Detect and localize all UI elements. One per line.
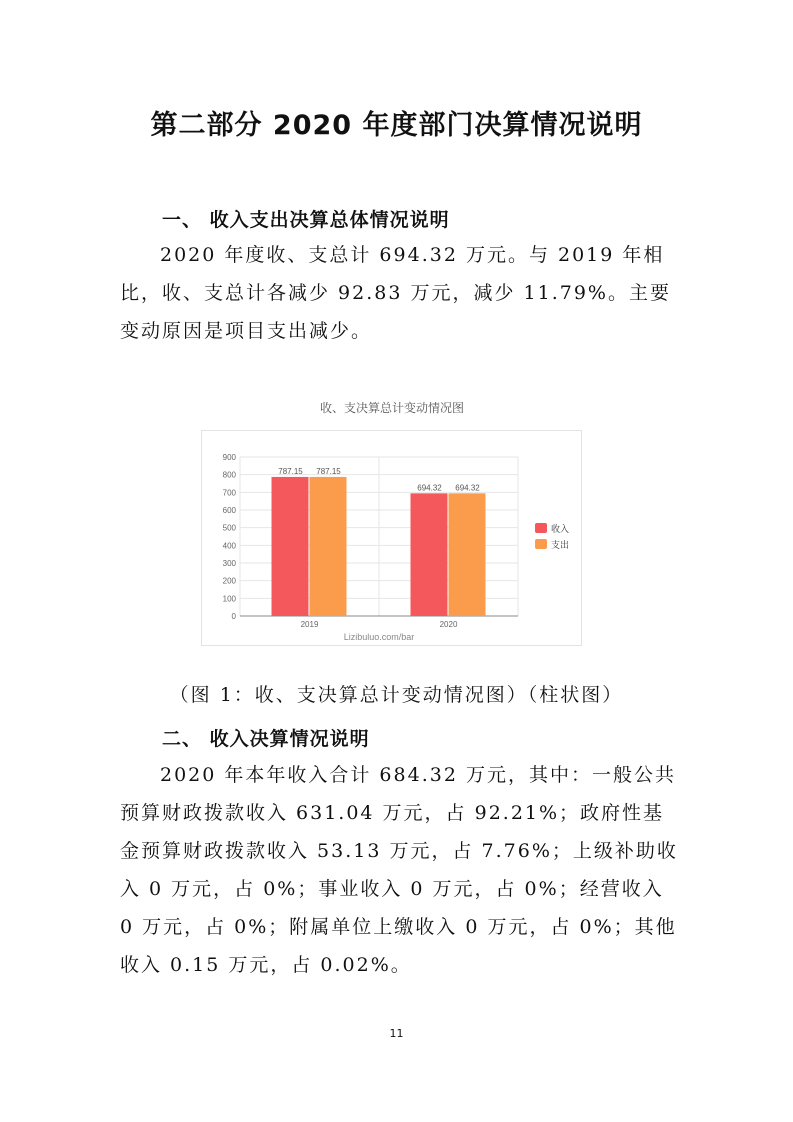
legend-label: 支出 bbox=[551, 541, 570, 551]
bar-data-label: 694.32 bbox=[417, 483, 442, 493]
section-paragraph-2: 2020 年本年收入合计 684.32 万元，其中：一般公共预算财政拨款收入 631.04 万元，占 92.21%；政府性基金预算财政拨款收入 53.13 万元，占 7.76%；上级补助收入 0 万元，占 0%；事业收入 0 万元，占 0%；经营收入 0 万元，占 0%；附属单位上缴收入 0 万元，占 0%；其他收入 0.15 万元，占 0.02%。 bbox=[120, 764, 678, 976]
chart-title: 收、支决算总计变动情况图 bbox=[319, 401, 464, 415]
legend-swatch bbox=[535, 539, 547, 549]
y-tick-label: 600 bbox=[222, 506, 236, 515]
x-tick-label: 2020 bbox=[439, 620, 458, 629]
bar-data-label: 787.15 bbox=[278, 466, 303, 476]
bar bbox=[272, 477, 309, 616]
y-tick-label: 200 bbox=[222, 576, 236, 586]
section-heading-2: 二、 收入决算情况说明 bbox=[162, 728, 370, 750]
legend-swatch bbox=[535, 523, 547, 533]
y-tick-label: 0 bbox=[231, 612, 236, 621]
y-tick-label: 300 bbox=[222, 559, 236, 568]
bar bbox=[310, 477, 347, 616]
legend-label: 收入 bbox=[551, 525, 570, 535]
y-tick-label: 400 bbox=[222, 541, 236, 551]
bar-data-label: 694.32 bbox=[455, 483, 480, 493]
figure-caption: （图 1：收、支决算总计变动情况图）（柱状图） bbox=[169, 684, 624, 706]
y-tick-label: 800 bbox=[222, 470, 236, 480]
chart-watermark: Lizibuluo.com/bar bbox=[343, 632, 415, 642]
bar-chart bbox=[201, 430, 582, 646]
section-heading-1: 一、 收入支出决算总体情况说明 bbox=[162, 209, 450, 231]
y-tick-label: 100 bbox=[222, 594, 236, 604]
bar bbox=[411, 493, 448, 616]
page-number: 11 bbox=[389, 1027, 404, 1040]
bar-chart-svg bbox=[202, 431, 583, 647]
bar-data-label: 787.15 bbox=[316, 466, 341, 476]
y-tick-label: 700 bbox=[222, 488, 236, 498]
bar bbox=[449, 493, 486, 616]
section-paragraph-1: 2020 年度收、支总计 694.32 万元。与 2019 年相比，收、支总计各减少 92.83 万元，减少 11.79%。主要变动原因是项目支出减少。 bbox=[120, 244, 671, 342]
x-tick-label: 2019 bbox=[300, 620, 319, 629]
y-tick-label: 900 bbox=[222, 453, 236, 462]
y-tick-label: 500 bbox=[222, 523, 236, 533]
page-title: 第二部分 2020 年度部门决算情况说明 bbox=[150, 110, 643, 141]
